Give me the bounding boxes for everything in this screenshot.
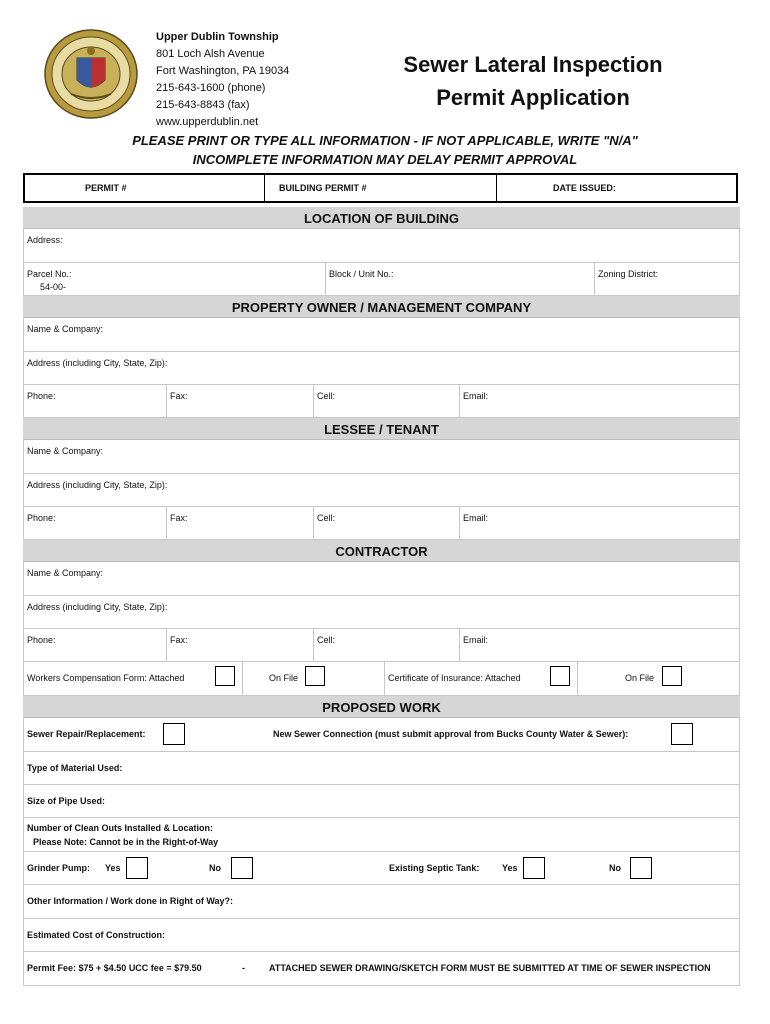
- cleanouts-note: Please Note: Cannot be in the Right-of-Way: [33, 837, 219, 847]
- contractor-address-label: Address (including City, State, Zip):: [27, 602, 168, 612]
- grinder-no-label: No: [209, 863, 221, 873]
- contractor-email-label: Email:: [463, 635, 489, 645]
- grinder-no-checkbox[interactable]: [231, 857, 253, 879]
- grinder-yes-checkbox[interactable]: [126, 857, 148, 879]
- building-permit-cell[interactable]: [265, 175, 497, 201]
- form-title: [385, 48, 681, 114]
- cert-insurance-onfile-checkbox[interactable]: [662, 666, 682, 686]
- grinder-yes-label: Yes: [105, 863, 121, 873]
- workers-comp-onfile-checkbox[interactable]: [305, 666, 325, 686]
- zoning-label: Zoning District:: [598, 269, 659, 279]
- date-issued-label: DATE ISSUED:: [553, 183, 616, 193]
- workers-comp-attached-checkbox[interactable]: [215, 666, 235, 686]
- lessee-fax-label: Fax:: [170, 513, 188, 523]
- pipe-size-field[interactable]: [23, 785, 740, 818]
- org-name: Upper Dublin Township: [156, 31, 279, 43]
- other-info-label: Other Information / Work done in Right of Way?:: [27, 896, 233, 906]
- fee-dash: -: [242, 963, 245, 973]
- address-line2: Fort Washington, PA 19034: [156, 65, 290, 77]
- notice-line2: INCOMPLETE INFORMATION MAY DELAY PERMIT APPROVAL: [192, 152, 578, 167]
- location-address-field[interactable]: [23, 229, 740, 263]
- title-line1: Sewer Lateral Inspection: [403, 52, 663, 77]
- lessee-cell-label: Cell:: [317, 513, 336, 523]
- cleanouts-label: Number of Clean Outs Installed & Location:: [27, 823, 214, 833]
- contractor-name-label: Name & Company:: [27, 568, 104, 578]
- lessee-address-label: Address (including City, State, Zip):: [27, 480, 168, 490]
- contractor-cell-label: Cell:: [317, 635, 336, 645]
- lessee-name-label: Name & Company:: [27, 446, 104, 456]
- estimated-cost-field[interactable]: [23, 919, 740, 952]
- contractor-name-field[interactable]: [23, 562, 740, 596]
- location-address-label: Address:: [27, 235, 63, 245]
- cert-insurance-attached-checkbox[interactable]: [550, 666, 570, 686]
- owner-address-label: Address (including City, State, Zip):: [27, 358, 168, 368]
- contractor-contact-row: [23, 629, 740, 662]
- website: www.upperdublin.net: [156, 116, 259, 128]
- workers-comp-onfile-label: On File: [269, 673, 299, 683]
- owner-fax-label: Fax:: [170, 391, 188, 401]
- material-label: Type of Material Used:: [27, 763, 123, 773]
- workers-comp-label: Workers Compensation Form: Attached: [27, 673, 185, 683]
- contractor-fax-label: Fax:: [170, 635, 188, 645]
- date-issued-cell[interactable]: [497, 175, 736, 201]
- septic-no-label: No: [609, 863, 621, 873]
- cert-insurance-label: Certificate of Insurance: Attached: [388, 673, 521, 683]
- permit-number-cell[interactable]: [25, 175, 265, 201]
- lessee-email-label: Email:: [463, 513, 489, 523]
- new-connection-label: New Sewer Connection (must submit approval from Bucks County Water & Sewer):: [273, 729, 629, 739]
- contractor-documents-row: [23, 662, 740, 696]
- section-proposed-work: PROPOSED WORK: [23, 696, 740, 718]
- township-address-block: [156, 29, 289, 131]
- grinder-label: Grinder Pump:: [27, 863, 91, 873]
- septic-no-checkbox[interactable]: [630, 857, 652, 879]
- title-line2: Permit Application: [436, 85, 630, 110]
- estimated-cost-label: Estimated Cost of Construction:: [27, 930, 166, 940]
- permit-info-box: [23, 173, 738, 203]
- section-contractor: CONTRACTOR: [23, 540, 740, 562]
- phone-number: 215-643-1600 (phone): [156, 82, 266, 94]
- address-line1: 801 Loch Alsh Avenue: [156, 48, 265, 60]
- pipe-size-label: Size of Pipe Used:: [27, 796, 106, 806]
- notice-line1: PLEASE PRINT OR TYPE ALL INFORMATION - IF NOT APPLICABLE, WRITE "N/A": [132, 133, 638, 148]
- permit-fee-row: [23, 952, 740, 986]
- lessee-address-field[interactable]: [23, 474, 740, 507]
- parcel-value[interactable]: 54-00-: [40, 282, 67, 292]
- work-type-row: [23, 718, 740, 752]
- lessee-name-field[interactable]: [23, 440, 740, 474]
- owner-name-field[interactable]: [23, 318, 740, 352]
- repair-label: Sewer Repair/Replacement:: [27, 729, 146, 739]
- cleanouts-field[interactable]: [23, 818, 740, 852]
- septic-yes-label: Yes: [502, 863, 518, 873]
- owner-address-field[interactable]: [23, 352, 740, 385]
- owner-cell-label: Cell:: [317, 391, 336, 401]
- lessee-contact-row: [23, 507, 740, 540]
- septic-yes-checkbox[interactable]: [523, 857, 545, 879]
- fax-number: 215-643-8843 (fax): [156, 99, 250, 111]
- septic-label: Existing Septic Tank:: [389, 863, 480, 873]
- repair-checkbox[interactable]: [163, 723, 185, 745]
- township-seal: [43, 28, 139, 120]
- new-connection-checkbox[interactable]: [671, 723, 693, 745]
- owner-phone-label: Phone:: [27, 391, 56, 401]
- cert-insurance-onfile-label: On File: [625, 673, 655, 683]
- attached-drawing-note: ATTACHED SEWER DRAWING/SKETCH FORM MUST BE SUBMITTED AT TIME OF SEWER INSPECTION: [269, 963, 711, 973]
- permit-fee-label: Permit Fee: $75 + $4.50 UCC fee = $79.50: [27, 963, 202, 973]
- parcel-label: Parcel No.:: [27, 269, 72, 279]
- section-location: LOCATION OF BUILDING: [23, 207, 740, 229]
- building-permit-label: BUILDING PERMIT #: [279, 183, 367, 193]
- contractor-address-field[interactable]: [23, 596, 740, 629]
- owner-name-label: Name & Company:: [27, 324, 104, 334]
- owner-email-label: Email:: [463, 391, 489, 401]
- contractor-phone-label: Phone:: [27, 635, 56, 645]
- lessee-phone-label: Phone:: [27, 513, 56, 523]
- section-owner: PROPERTY OWNER / MANAGEMENT COMPANY: [23, 296, 740, 318]
- application-form: [23, 207, 740, 986]
- location-parcel-row: [23, 263, 740, 296]
- block-unit-label: Block / Unit No.:: [329, 269, 394, 279]
- material-field[interactable]: [23, 752, 740, 785]
- section-lessee: LESSEE / TENANT: [23, 418, 740, 440]
- grinder-septic-row: [23, 852, 740, 885]
- owner-contact-row: [23, 385, 740, 418]
- other-info-field[interactable]: [23, 885, 740, 919]
- permit-number-label: PERMIT #: [85, 183, 127, 193]
